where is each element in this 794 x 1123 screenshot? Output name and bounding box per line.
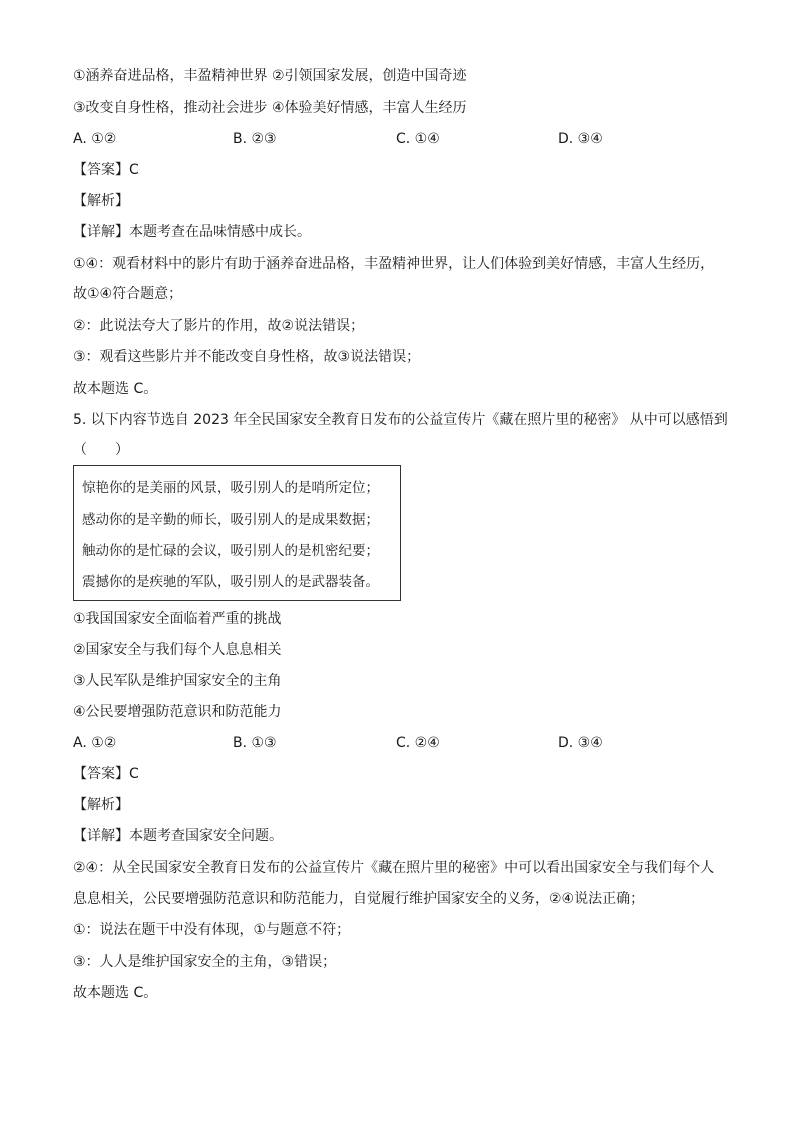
q5-material-line-3: 触动你的是忙碌的会议，吸引别人的是机密纪要； xyxy=(82,543,379,559)
q5-explanation-3: ③：人人是维护国家安全的主角，③错误； xyxy=(73,954,337,970)
q5-analysis-label: 【解析】 xyxy=(73,797,129,813)
q5-answer: 【答案】C xyxy=(73,766,139,782)
q5-stem-line-2: （ ） xyxy=(73,442,129,458)
q4-explanation-1-line-2: 故①④符合题意； xyxy=(73,286,183,302)
q4-answer: 【答案】C xyxy=(73,162,139,178)
q5-statement-3: ③人民军队是维护国家安全的主角 xyxy=(73,673,282,689)
q4-conclusion: 故本题选 C。 xyxy=(73,381,158,397)
q5-statement-4: ④公民要增强防范意识和防范能力 xyxy=(73,704,282,720)
q4-statement-line-1: ①涵养奋进品格，丰盈精神世界 ②引领国家发展，创造中国奇迹 xyxy=(73,68,467,84)
q5-material-line-2: 感动你的是辛勤的师长，吸引别人的是成果数据； xyxy=(82,512,379,528)
q4-detail: 【详解】本题考查在品味情感中成长。 xyxy=(73,224,311,240)
q4-option-d: D. ③④ xyxy=(558,131,603,147)
q4-option-b: B. ②③ xyxy=(233,131,277,147)
q4-explanation-2: ②：此说法夸大了影片的作用，故②说法错误； xyxy=(73,318,365,334)
q5-explanation-2: ①：说法在题干中没有体现，①与题意不符； xyxy=(73,922,351,938)
q5-stem-line-1: 5. 以下内容节选自 2023 年全民国家安全教育日发布的公益宣传片《藏在照片里的秘密》 从中可以感悟到 xyxy=(73,412,728,428)
q4-option-c: C. ①④ xyxy=(396,131,440,147)
q5-explanation-1-line-1: ②④：从全民国家安全教育日发布的公益宣传片《藏在照片里的秘密》中可以看出国家安全与我们每个人 xyxy=(73,860,715,876)
q5-explanation-1-line-2: 息息相关，公民要增强防范意识和防范能力，自觉履行维护国家安全的义务，②④说法正确； xyxy=(73,891,645,907)
q4-explanation-1-line-1: ①④：观看材料中的影片有助于涵养奋进品格，丰盈精神世界，让人们体验到美好情感，丰富人生经历， xyxy=(73,256,715,272)
q5-detail: 【详解】本题考查国家安全问题。 xyxy=(73,828,283,844)
q4-option-a: A. ①② xyxy=(73,131,117,147)
q5-conclusion: 故本题选 C。 xyxy=(73,985,158,1001)
q5-statement-1: ①我国国家安全面临着严重的挑战 xyxy=(73,611,282,627)
q5-statement-2: ②国家安全与我们每个人息息相关 xyxy=(73,642,282,658)
q4-statement-line-2: ③改变自身性格，推动社会进步 ④体验美好情感，丰富人生经历 xyxy=(73,100,467,116)
q4-explanation-3: ③：观看这些影片并不能改变自身性格，故③说法错误； xyxy=(73,349,421,365)
q5-option-b: B. ①③ xyxy=(233,735,277,751)
q5-material-line-1: 惊艳你的是美丽的风景，吸引别人的是哨所定位； xyxy=(82,480,379,496)
q5-option-c: C. ②④ xyxy=(396,735,440,751)
q4-analysis-label: 【解析】 xyxy=(73,193,129,209)
q5-option-a: A. ①② xyxy=(73,735,117,751)
q5-option-d: D. ③④ xyxy=(558,735,603,751)
q5-material-line-4: 震撼你的是疾驰的军队，吸引别人的是武器装备。 xyxy=(82,574,379,590)
q5-material-box xyxy=(73,465,401,601)
